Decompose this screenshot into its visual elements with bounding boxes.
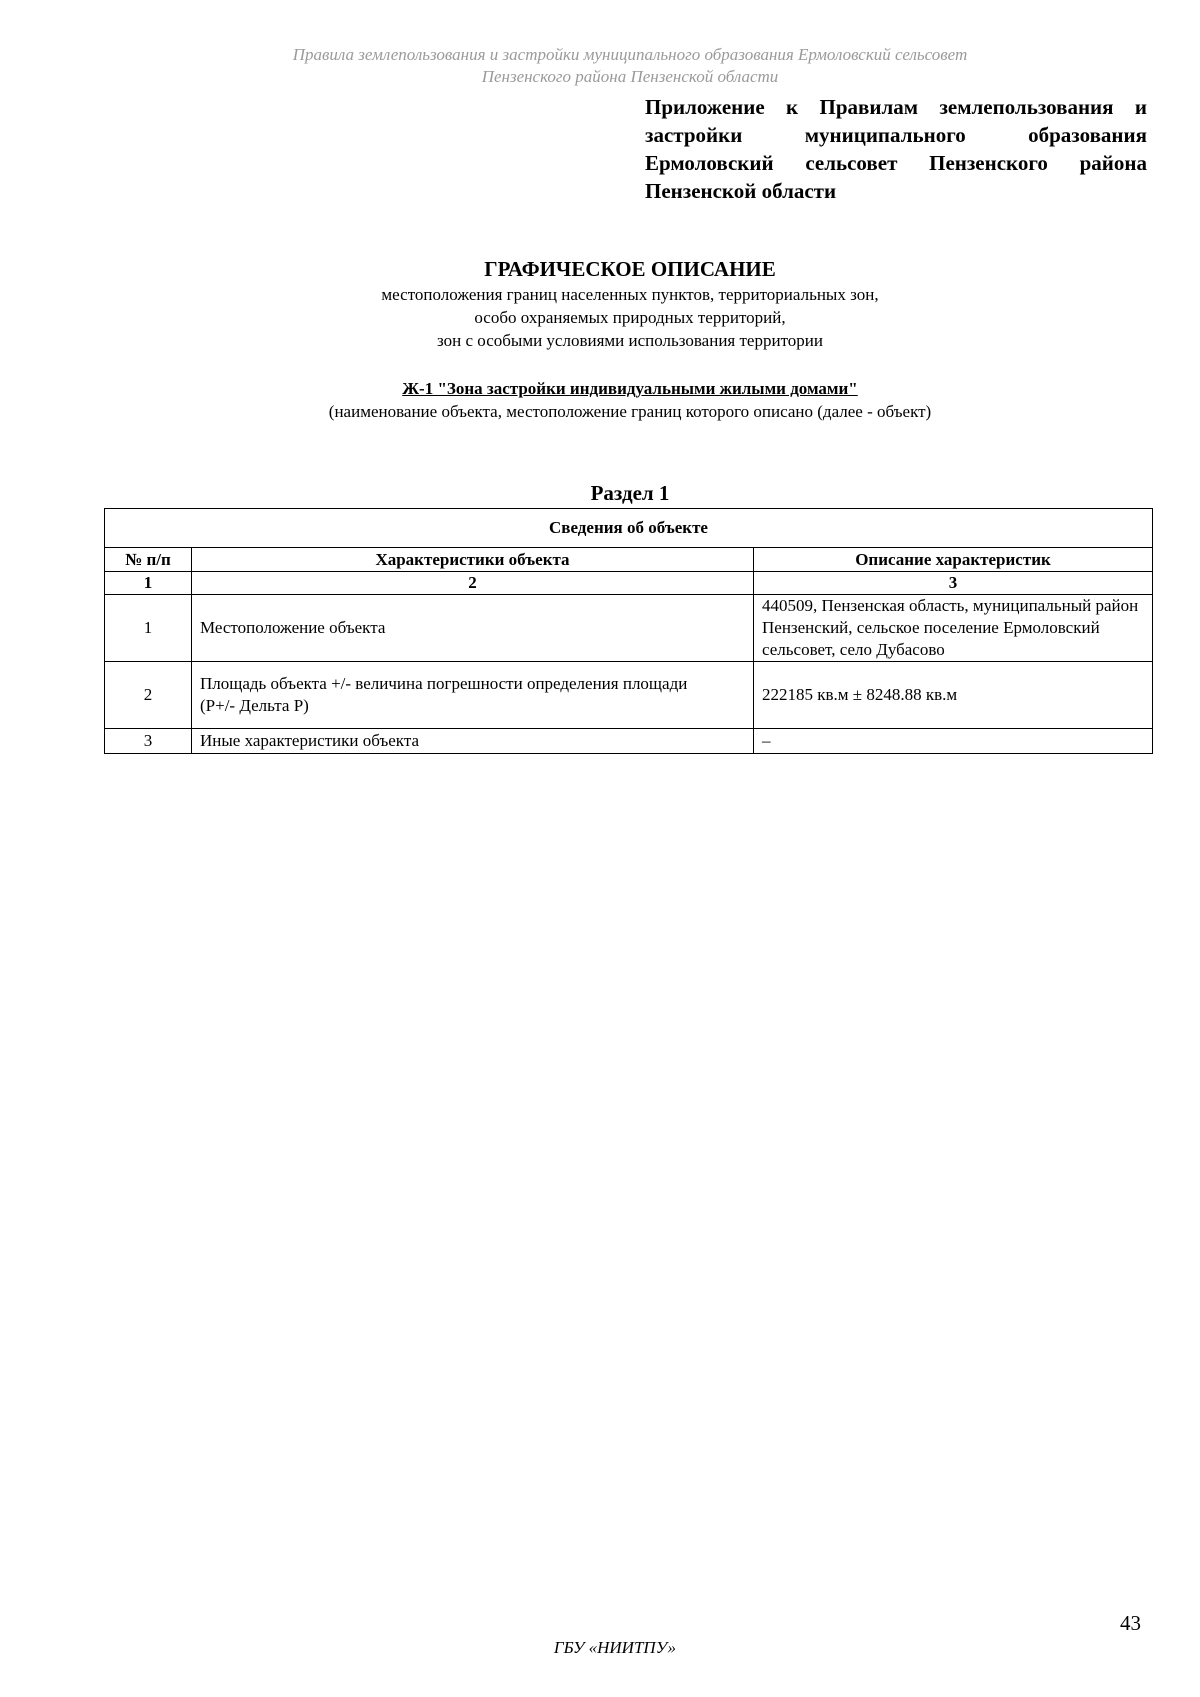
object-name-text: Ж-1 "Зона застройки индивидуальными жилыми домами" xyxy=(402,379,858,398)
header-characteristic: Характеристики объекта xyxy=(192,548,754,572)
row-description: 222185 кв.м ± 8248.88 кв.м xyxy=(754,662,1153,729)
document-title: ГРАФИЧЕСКОЕ ОПИСАНИЕ xyxy=(484,257,776,281)
running-header-line-2: Пензенского района Пензенской области xyxy=(481,67,779,86)
table-row xyxy=(105,595,1153,662)
row-characteristic: Местоположение объекта xyxy=(192,595,754,662)
page-footer: ГБУ «НИИТПУ» xyxy=(553,1638,677,1657)
row-number: 2 xyxy=(105,662,192,729)
row-characteristic-line-2: (Р+/- Дельта Р) xyxy=(200,696,309,715)
page-number: 43 xyxy=(1120,1611,1141,1635)
row-characteristic: Иные характеристики объекта xyxy=(192,729,754,754)
row-description: 440509, Пензенская область, муниципальный район Пензенский, сельское поселение Ермоловский сельсовет, село Дубасово xyxy=(754,595,1153,662)
row-characteristic-line-1: Площадь объекта +/- величина погрешности определения площади xyxy=(200,674,688,693)
object-name xyxy=(0,378,1200,400)
table-column-numbers-row xyxy=(105,572,1153,595)
row-number: 1 xyxy=(105,595,192,662)
column-number-2: 2 xyxy=(192,572,754,595)
subtitle-line-3: зон с особыми условиями использования территории xyxy=(437,331,823,350)
column-number-1: 1 xyxy=(105,572,192,595)
table-caption: Сведения об объекте xyxy=(105,509,1153,548)
row-number: 3 xyxy=(105,729,192,754)
column-number-3: 3 xyxy=(754,572,1153,595)
row-description: – xyxy=(754,729,1153,754)
header-description: Описание характеристик xyxy=(754,548,1153,572)
object-info-table xyxy=(104,508,1153,754)
subtitle-line-1: местоположения границ населенных пунктов, территориальных зон, xyxy=(381,285,879,304)
table-caption-row xyxy=(105,509,1153,548)
document-subtitle xyxy=(0,283,1200,352)
section-title: Раздел 1 xyxy=(590,481,670,505)
object-caption: (наименование объекта, местоположение границ которого описано (далее - объект) xyxy=(328,402,932,421)
table-row xyxy=(105,662,1153,729)
running-header xyxy=(0,44,1200,88)
header-number: № п/п xyxy=(105,548,192,572)
row-characteristic xyxy=(192,662,754,729)
subtitle-line-2: особо охраняемых природных территорий, xyxy=(474,308,786,327)
table-row xyxy=(105,729,1153,754)
appendix-note: Приложение к Правилам землепользования и застройки муниципального образования Ермоловский сельсовет Пензенского района Пензенской области xyxy=(645,95,1147,203)
running-header-line-1: Правила землепользования и застройки муниципального образования Ермоловский сельсовет xyxy=(292,45,968,64)
table-header-row xyxy=(105,548,1153,572)
